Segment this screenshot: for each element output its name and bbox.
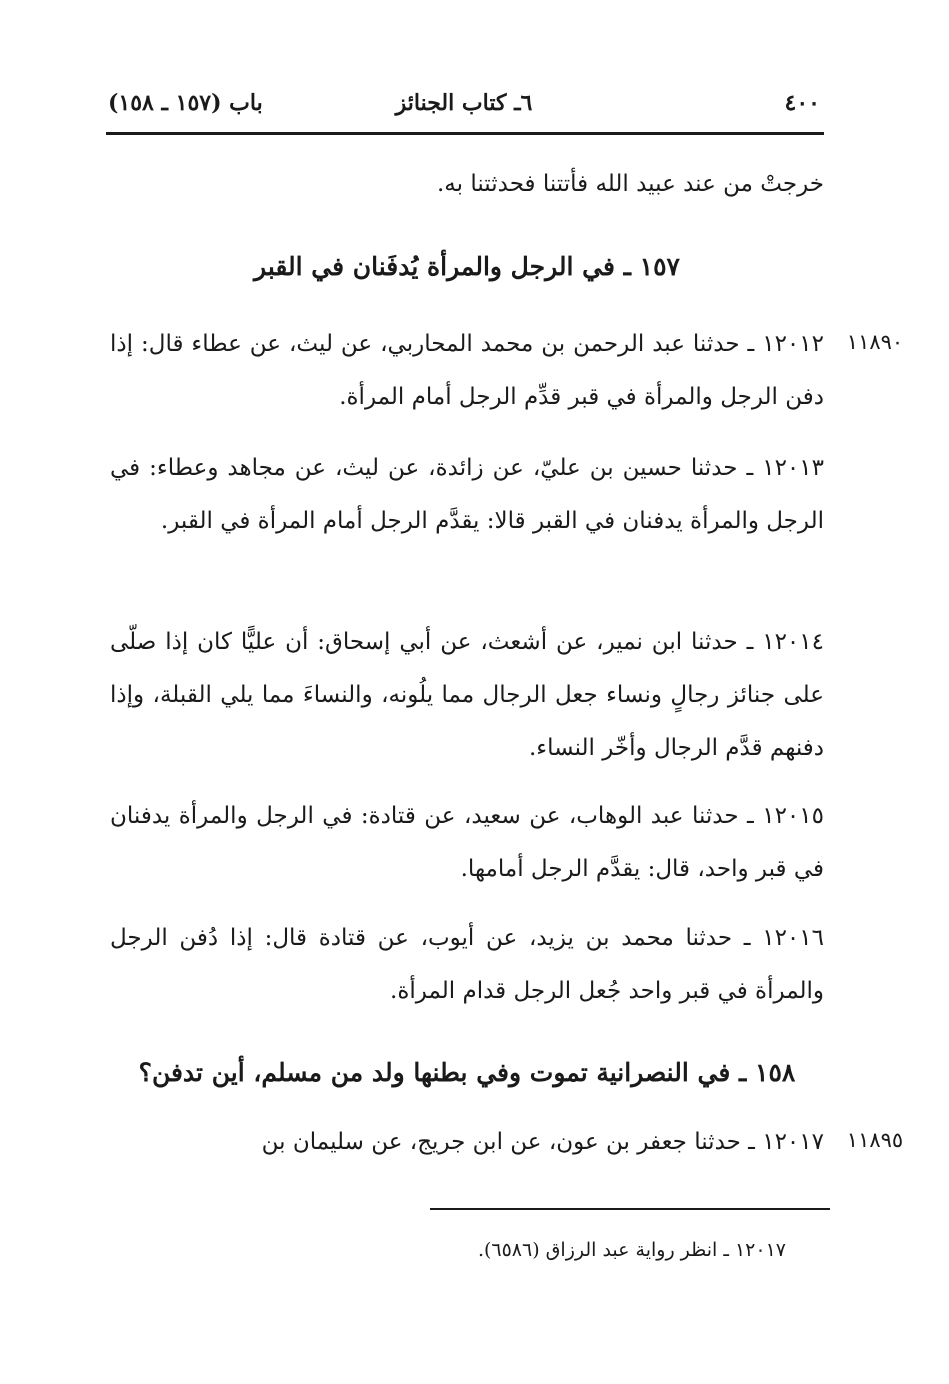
margin-number: ١١٨٩٥ [846,1128,904,1152]
chapter-range: باب (١٥٧ ـ ١٥٨) [108,90,263,116]
header-rule [106,132,824,135]
hadith-12012: ١٢٠١٢ ـ حدثنا عبد الرحمن بن محمد المحاربي، عن ليث، عن عطاء قال: إذا دفن الرجل والمرأة في قبر قدِّم الرجل أمام المرأة. [110,331,824,410]
section-heading-157: ١٥٧ ـ في الرجل والمرأة يُدفَنان في القبر [254,252,680,281]
hadith-12014: ١٢٠١٤ ـ حدثنا ابن نمير، عن أشعث، عن أبي إسحاق: أن عليًّا كان إذا صلّى على جنائز رجالٍ ونساء جعل الرجال مما يلُونه، والنساءَ مما يلي القبلة، وإذا دفنهم قدَّم الرجال وأخّر النساء. [110,629,824,761]
book-title: ٦ـ كتاب الجنائز [395,90,533,116]
footnote: ١٢٠١٧ ـ انظر رواية عبد الرزاق (٦٥٨٦). [477,1239,786,1261]
page-number: ٤٠٠ [784,90,820,116]
section-heading-158: ١٥٨ ـ في النصرانية تموت وفي بطنها ولد من مسلم، أين تدفن؟ [138,1058,796,1087]
hadith-12015: ١٢٠١٥ ـ حدثنا عبد الوهاب، عن سعيد، عن قتادة: في الرجل والمرأة يدفنان في قبر واحد، قال: يقدَّم الرجل أمامها. [110,803,824,882]
hadith-12017: ١٢٠١٧ ـ حدثنا جعفر بن عون، عن ابن جريج، عن سليمان بن [261,1129,824,1155]
opening-line: خرجتْ من عند عبيد الله فأتتنا فحدثتنا به. [436,171,824,197]
hadith-12013: ١٢٠١٣ ـ حدثنا حسين بن عليّ، عن زائدة، عن ليث، عن مجاهد وعطاء: في الرجل والمرأة يدفنان في القبر قالا: يقدَّم الرجل أمام المرأة في القبر. [110,455,824,534]
running-header [108,90,820,126]
margin-number: ١١٨٩٠ [846,330,904,354]
footnote-rule [430,1208,830,1210]
hadith-12016: ١٢٠١٦ ـ حدثنا محمد بن يزيد، عن أيوب، عن قتادة قال: إذا دُفن الرجل والمرأة في قبر واحد جُعل الرجل قدام المرأة. [110,925,824,1004]
